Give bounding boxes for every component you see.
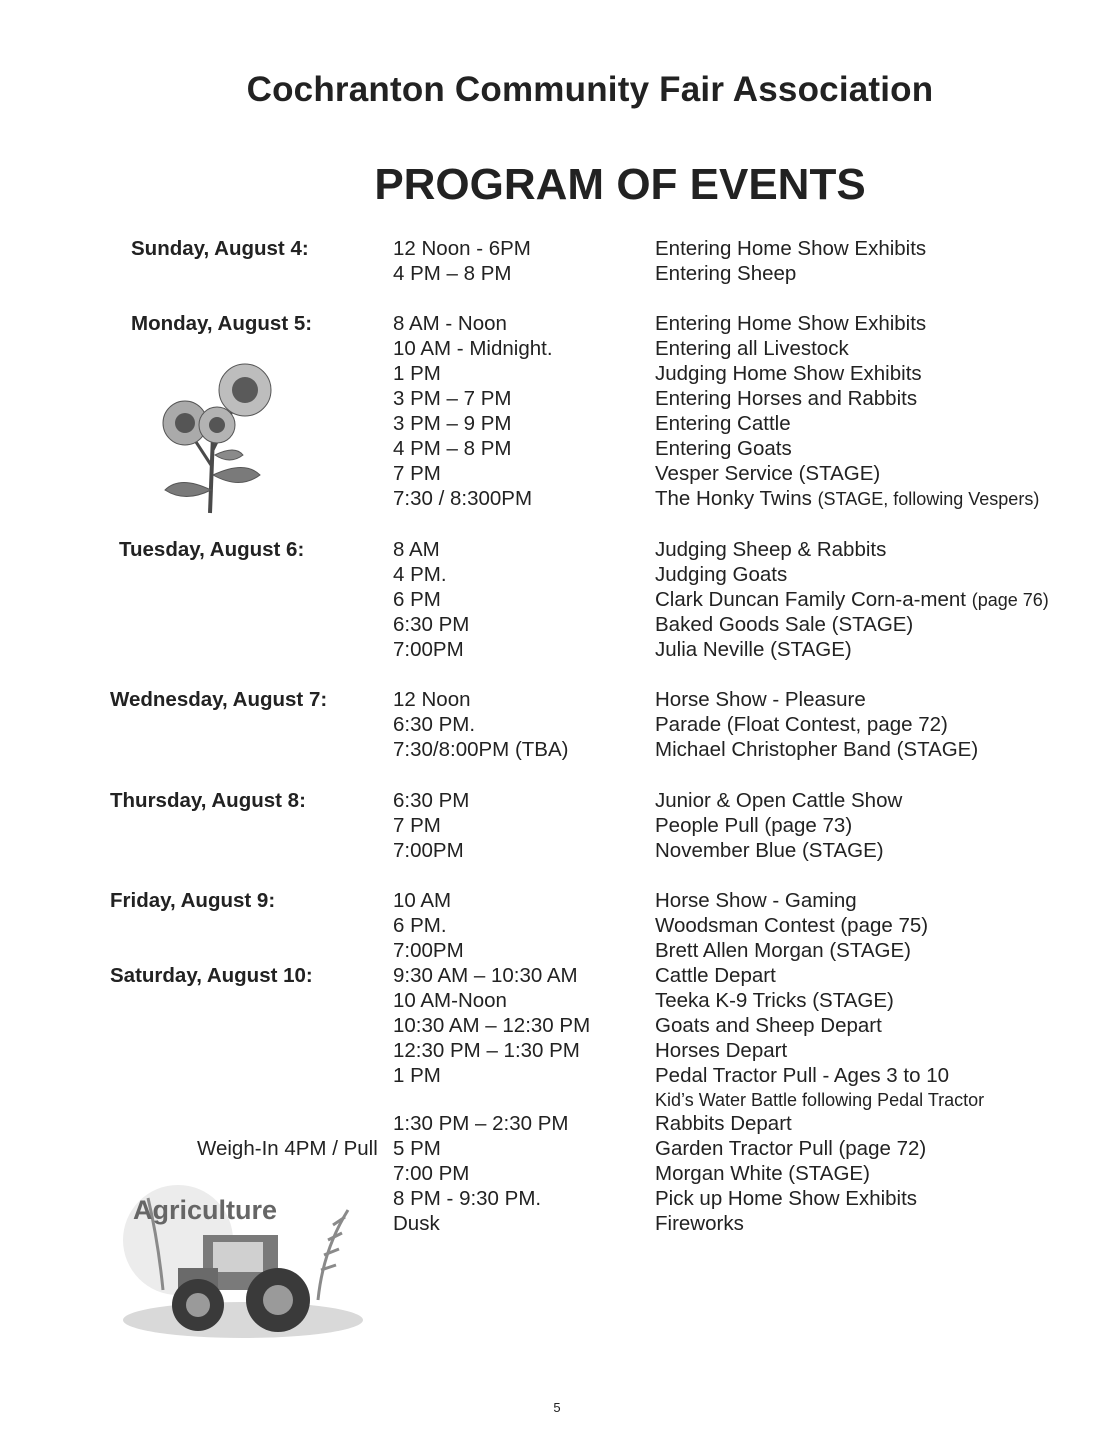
event-time: 6 PM <box>393 588 441 611</box>
event-name: Judging Goats <box>655 563 788 586</box>
event-name: Vesper Service (STAGE) <box>655 462 881 485</box>
event-time: 6 PM. <box>393 914 447 937</box>
event-name: Entering Home Show Exhibits <box>655 312 927 335</box>
day-label: Friday, August 9: <box>110 889 276 912</box>
event-time: 10 AM - Midnight. <box>393 337 553 360</box>
event-name: Baked Goods Sale (STAGE) <box>655 613 914 636</box>
event-title: Clark Duncan Family Corn-a-ment <box>655 588 967 611</box>
event-time: 10 AM <box>393 889 452 912</box>
event-name: Parade (Float Contest, page 72) <box>655 713 948 736</box>
event-title: The Honky Twins <box>655 487 812 510</box>
page-number: 5 <box>553 1400 561 1415</box>
event-name: Pick up Home Show Exhibits <box>655 1187 918 1210</box>
organization-title: Cochranton Community Fair Association <box>246 70 934 109</box>
event-time: 7 PM <box>393 462 441 485</box>
event-time: 7 PM <box>393 814 441 837</box>
event-time: 7:30/8:00PM (TBA) <box>393 738 569 761</box>
event-time: 8 PM - 9:30 PM. <box>393 1187 542 1210</box>
event-name: Pedal Tractor Pull - Ages 3 to 10 <box>655 1064 949 1087</box>
sunflower-icon <box>155 355 285 515</box>
event-time: 7:00PM <box>393 638 464 661</box>
event-time: 12 Noon - 6PM <box>393 237 531 260</box>
day-label: Sunday, August 4: <box>131 237 309 260</box>
event-name: Teeka K-9 Tricks (STAGE) <box>655 989 894 1012</box>
event-name: Entering Goats <box>655 437 792 460</box>
event-name: Horses Depart <box>655 1039 788 1062</box>
event-note: (STAGE, following Vespers) <box>817 489 1040 509</box>
event-name: November Blue (STAGE) <box>655 839 884 862</box>
day-label: Thursday, August 8: <box>110 789 306 812</box>
event-name: Fireworks <box>655 1212 744 1235</box>
event-time: 10:30 AM – 12:30 PM <box>393 1014 591 1037</box>
event-name: Garden Tractor Pull (page 72) <box>655 1137 927 1160</box>
event-time: 4 PM – 8 PM <box>393 437 512 460</box>
event-name: Entering Home Show Exhibits <box>655 237 927 260</box>
day-label: Saturday, August 10: <box>110 964 313 987</box>
event-time: 7:00PM <box>393 939 464 962</box>
event-time: 7:00PM <box>393 839 464 862</box>
event-time: 9:30 AM – 10:30 AM <box>393 964 578 987</box>
event-name: Entering Sheep <box>655 262 797 285</box>
event-time: 6:30 PM <box>393 613 470 636</box>
day-label: Monday, August 5: <box>131 312 313 335</box>
event-time: 8 AM <box>393 538 440 561</box>
event-name: Rabbits Depart <box>655 1112 792 1135</box>
event-name: Kid’s Water Battle following Pedal Tractor <box>655 1090 985 1110</box>
event-name: Woodsman Contest (page 75) <box>655 914 929 937</box>
event-name: Entering all Livestock <box>655 337 849 360</box>
event-name: People Pull (page 73) <box>655 814 853 837</box>
agriculture-label: Agriculture <box>133 1195 278 1225</box>
event-name: Judging Sheep & Rabbits <box>655 538 887 561</box>
event-time: 7:30 / 8:300PM <box>393 487 533 510</box>
event-time: 8 AM - Noon <box>393 312 507 335</box>
event-time: 3 PM – 7 PM <box>393 387 512 410</box>
event-time: 10 AM-Noon <box>393 989 507 1012</box>
event-name: Judging Home Show Exhibits <box>655 362 922 385</box>
event-name: Morgan White (STAGE) <box>655 1162 870 1185</box>
agriculture-clipart <box>118 1180 368 1345</box>
event-time: 1 PM <box>393 362 441 385</box>
event-time: 12:30 PM – 1:30 PM <box>393 1039 580 1062</box>
event-time: 4 PM. <box>393 563 447 586</box>
event-name: Entering Cattle <box>655 412 791 435</box>
event-name: Cattle Depart <box>655 964 776 987</box>
event-time: Dusk <box>393 1212 440 1235</box>
event-time: 1 PM <box>393 1064 441 1087</box>
event-time: 1:30 PM – 2:30 PM <box>393 1112 569 1135</box>
event-name: Entering Horses and Rabbits <box>655 387 918 410</box>
event-note: (page 76) <box>971 590 1049 610</box>
event-name: Michael Christopher Band (STAGE) <box>655 738 979 761</box>
event-name: Junior & Open Cattle Show <box>655 789 903 812</box>
event-name <box>655 587 1049 613</box>
weigh-in-label: Weigh-In 4PM / Pull <box>197 1137 378 1160</box>
event-time: 12 Noon <box>393 688 471 711</box>
event-name: Goats and Sheep Depart <box>655 1014 882 1037</box>
day-label: Tuesday, August 6: <box>119 538 305 561</box>
page-title: PROGRAM OF EVENTS <box>374 160 866 209</box>
event-time: 3 PM – 9 PM <box>393 412 512 435</box>
event-name: Horse Show - Gaming <box>655 889 857 912</box>
event-name: Brett Allen Morgan (STAGE) <box>655 939 911 962</box>
event-name: Horse Show - Pleasure <box>655 688 866 711</box>
event-time: 6:30 PM. <box>393 713 476 736</box>
event-time: 7:00 PM <box>393 1162 470 1185</box>
day-label: Wednesday, August 7: <box>110 688 328 711</box>
event-time: 5 PM <box>393 1137 441 1160</box>
event-time: 4 PM – 8 PM <box>393 262 512 285</box>
event-name <box>655 486 1039 512</box>
event-name: Julia Neville (STAGE) <box>655 638 852 661</box>
event-time: 6:30 PM <box>393 789 470 812</box>
